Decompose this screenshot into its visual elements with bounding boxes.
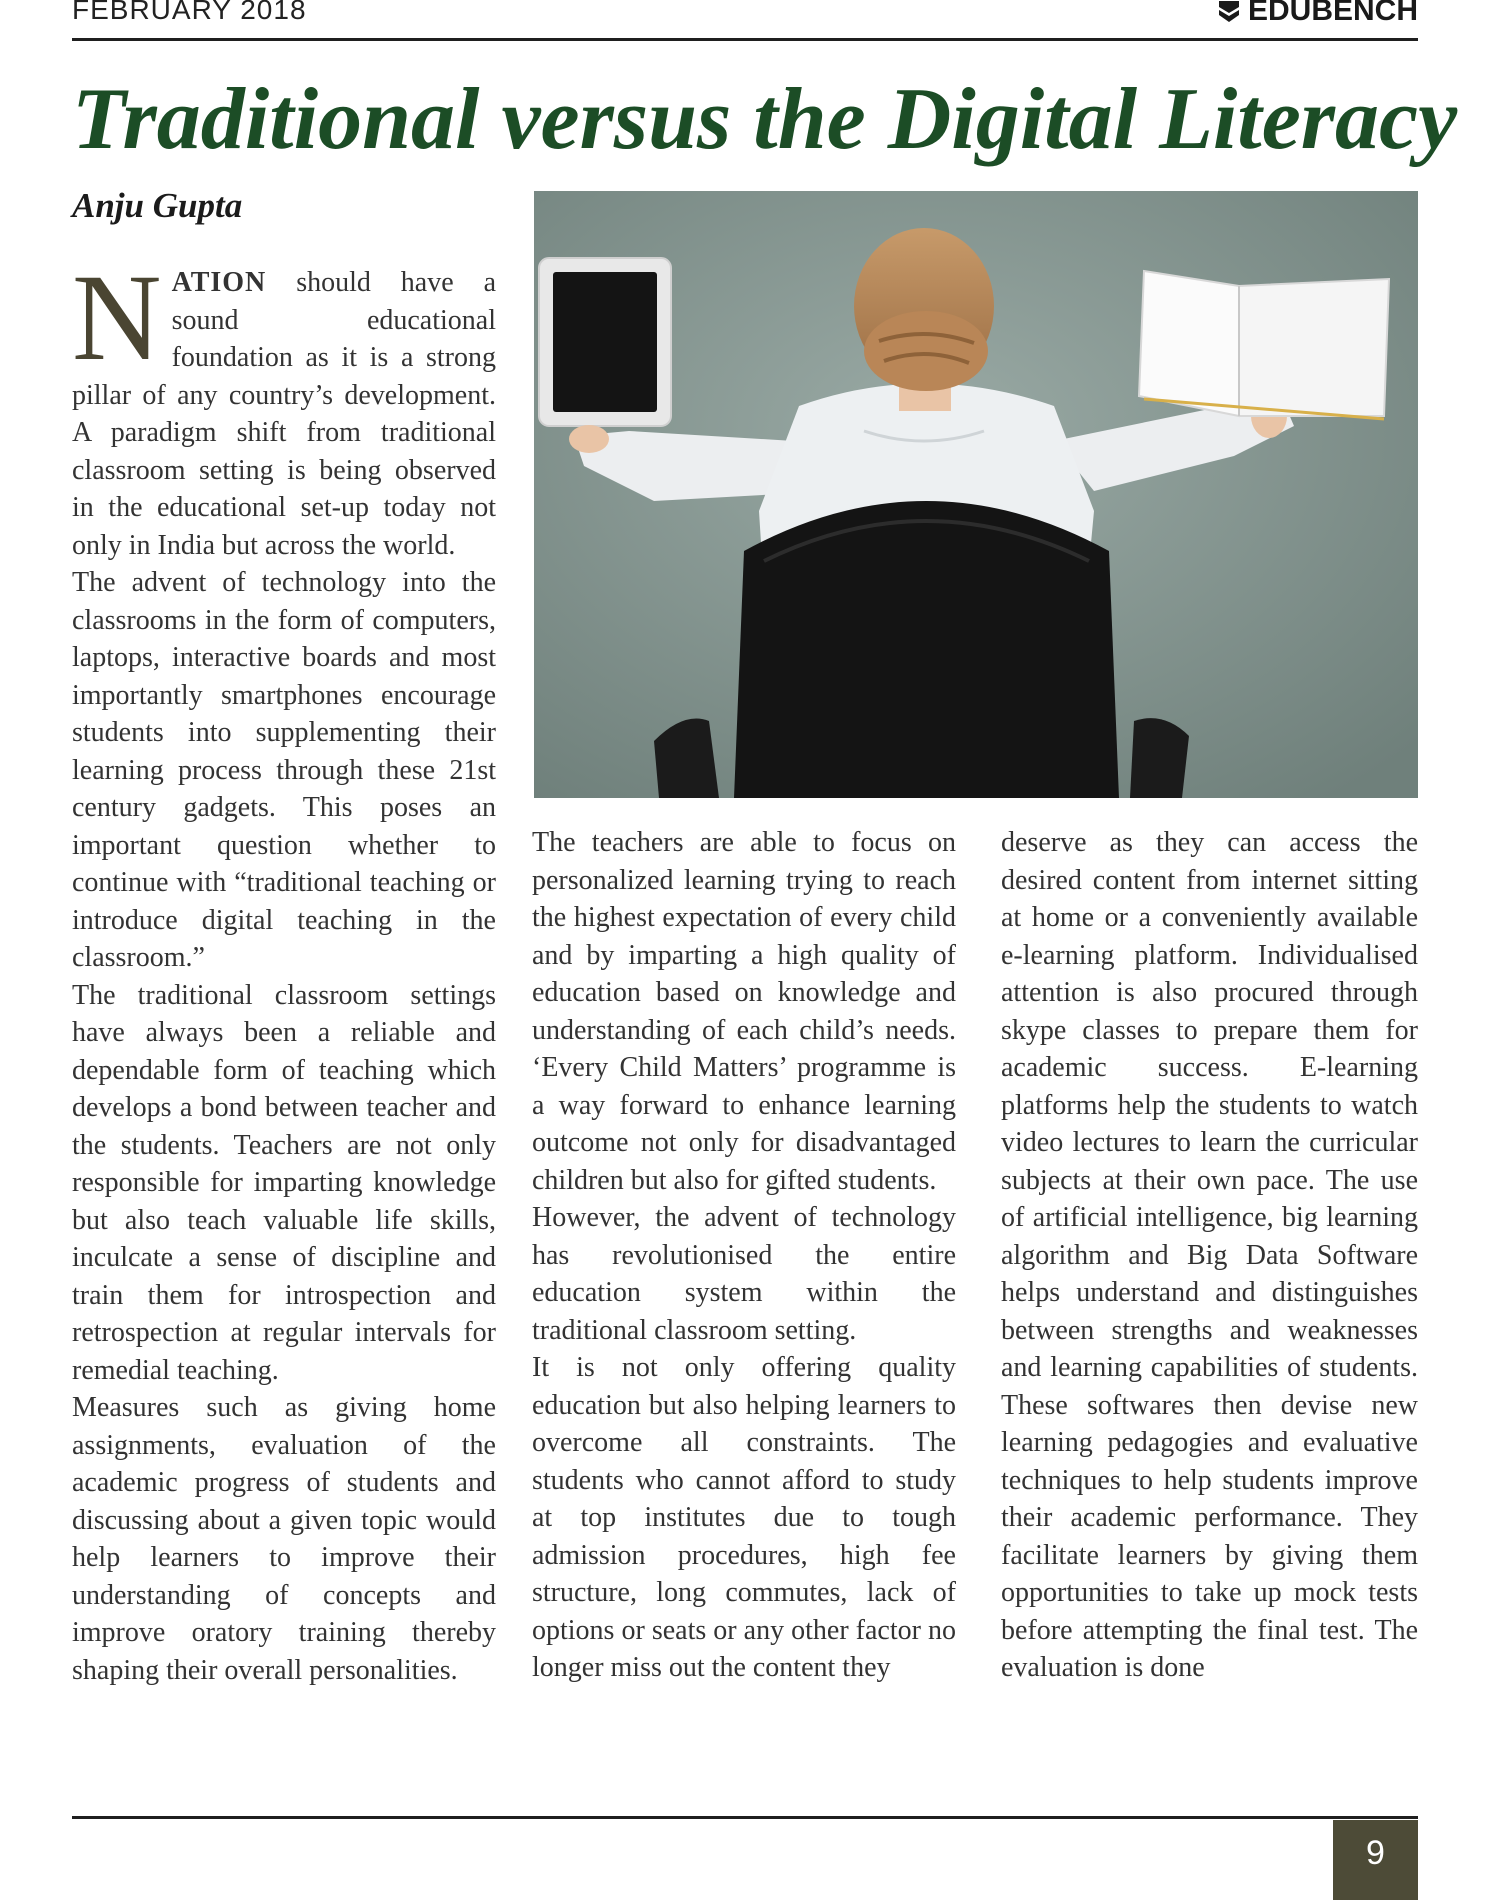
paragraph-8: deserve as they can access the desired content from internet sitting at home or a conveniently available e-learning platform. Individualised attention is also procured through skype classes to prepare them for academic success. E-learning platforms help the students to watch video lectures to learn the curricular subjects at their own pace. The use of artificial intelligence, big learning algorithm and Big Data Software helps understand and distinguishes between strengths and weaknesses and learning capabilities of students. These softwares then devise new learning pedagogies and evaluative techniques to help students improve their academic performance. They facilitate learners by giving them opportunities to take up mock tests before attempting the final test. The evaluation is done [1001,827,1418,1683]
paragraph-6: However, the advent of technology has revolutionised the entire education system within the traditional classroom setting. [532,1202,956,1346]
paragraph-3: The traditional classroom settings have always been a reliable and dependable form of teaching which develops a bond between teacher and the students. Teachers are not only responsible for imparting knowledge but also teach valuable life skills, inculcate a sense of discipline and train them for introspection and retrospection at regular intervals for remedial teaching. [72,979,496,1386]
lead-word: ATION [171,267,267,298]
paragraph-5: The teachers are able to focus on personalized learning trying to reach the highest expectation of every child and by imparting a high quality of education based on knowledge and understanding of each child’s needs. ‘Every Child Matters’ programme is a way forward to enhance learning outcome not only for disadvantaged children but also for gifted students. [532,827,956,1196]
article-photo [534,191,1418,798]
paragraph-1 [72,249,496,564]
brand [1218,0,1418,28]
paragraph-4: Measures such as giving home assignments, evaluation of the academic progress of students and discussing about a given topic would help learners to improve their understanding of concepts and improve oratory training thereby shaping their overall personalities. [72,1392,496,1686]
paragraph-1-text: should have a sound educational foundation as it is a strong pillar of any country’s development. A paradigm shift from traditional classroom setting is being observed in the educational set-up today not only in India but across the world. [72,267,496,561]
article-column-1 [72,249,496,1689]
page-number: 9 [1333,1820,1418,1900]
chevron-shield-icon [1218,0,1240,23]
page-header [72,0,1418,41]
article-author: Anju Gupta [72,186,243,225]
article-column-2 [532,824,956,1687]
paragraph-2: The advent of technology into the classrooms in the form of computers, laptops, interactive boards and most importantly smartphones encourage students into supplementing their learning process through these 21st century gadgets. This poses an important question whether to continue with “traditional teaching or introduce digital teaching in the classroom.” [72,567,496,973]
issue-date: FEBRUARY 2018 [72,0,307,25]
drop-cap: N [72,249,162,386]
brand-name: EDUBENCH [1247,0,1418,27]
paragraph-7: It is not only offering quality education but also helping learners to overcome all constraints. The students who cannot afford to study at top institutes due to tough admission procedures, high fee structure, long commutes, lack of options or seats or any other factor no longer miss out the content they [532,1352,956,1683]
article-column-3 [1001,824,1418,1687]
footer-rule [72,1816,1418,1819]
article-title: Traditional versus the Digital Literacy [72,71,1458,168]
